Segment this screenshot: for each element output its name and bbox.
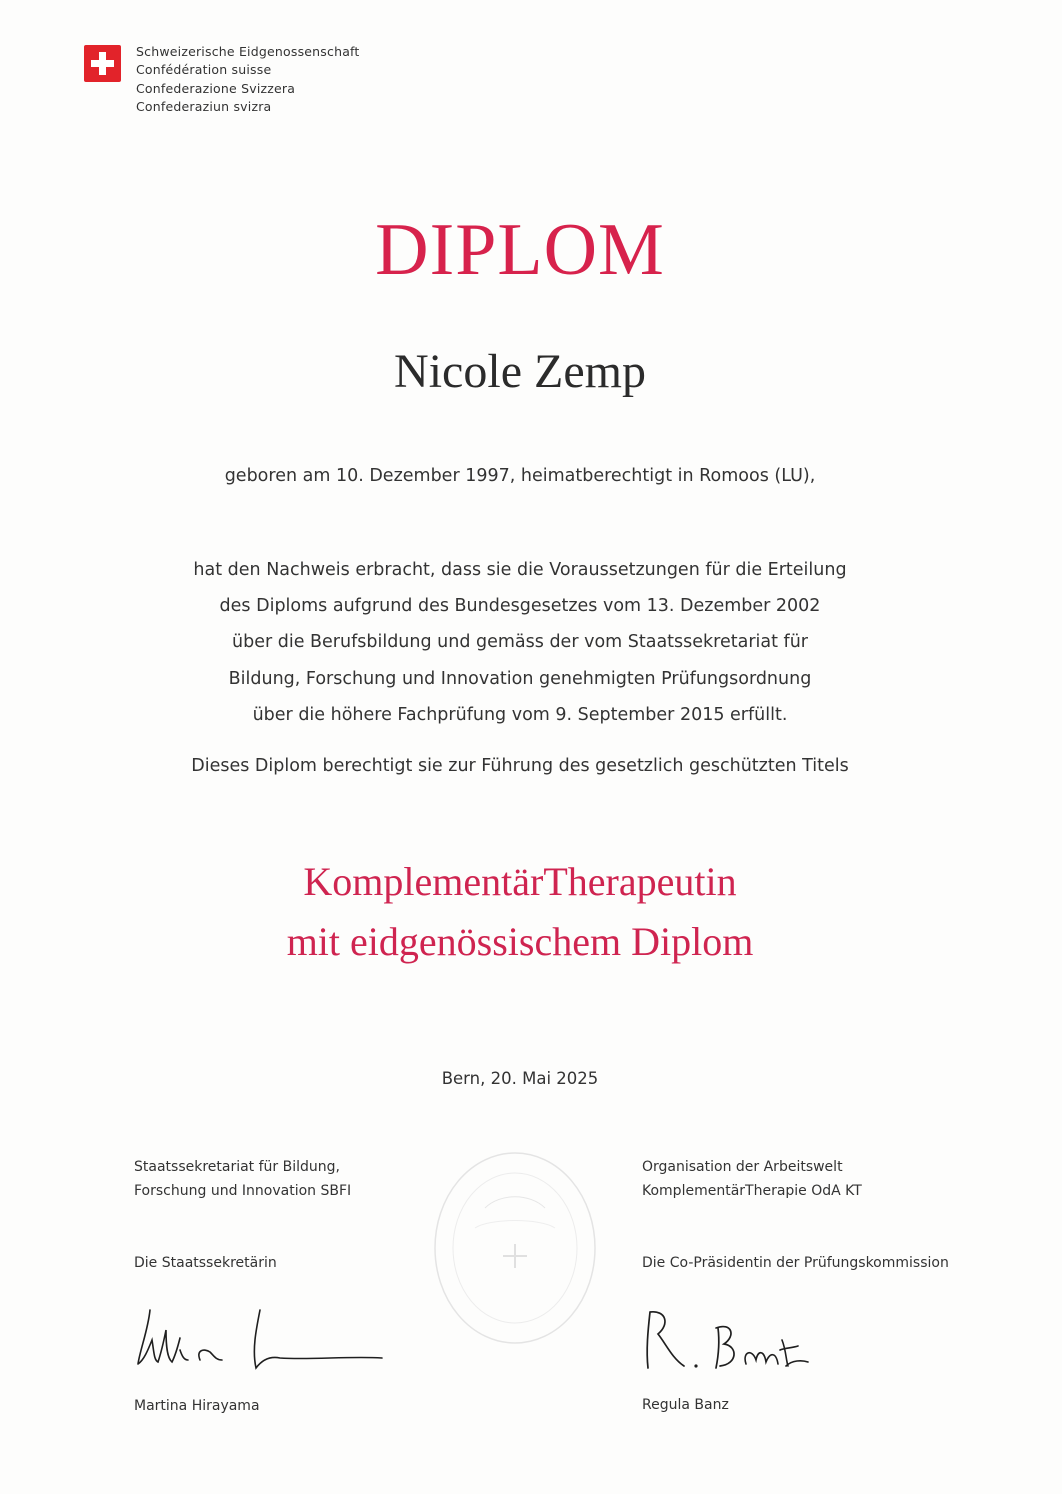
statement-paragraph <box>0 552 1040 733</box>
document-title: DIPLOM <box>375 209 665 291</box>
confederation-names <box>136 43 360 116</box>
right-signatory-name: Regula Banz <box>642 1397 729 1413</box>
statement-line: über die höhere Fachprüfung vom 9. September 2015 erfüllt. <box>252 704 788 725</box>
swiss-cross-icon <box>84 45 121 82</box>
left-organization-line: Staatssekretariat für Bildung, <box>134 1159 340 1175</box>
statement-line: über die Berufsbildung und gemäss der vom Staatssekretariat für <box>232 632 808 653</box>
left-signatory-name: Martina Hirayama <box>134 1398 260 1414</box>
left-signature <box>120 1290 390 1380</box>
confederation-line-it: Confederazione Svizzera <box>136 80 296 96</box>
right-organization <box>642 1155 862 1203</box>
degree-line: KomplementärTherapeutin <box>303 859 737 904</box>
birth-line: geboren am 10. Dezember 1997, heimatberechtigt in Romoos (LU), <box>224 466 816 486</box>
degree-line: mit eidgenössischem Diplom <box>286 919 754 964</box>
right-signature <box>636 1300 826 1380</box>
embossed-seal-icon <box>430 1148 600 1348</box>
recipient-name: Nicole Zemp <box>394 345 646 398</box>
right-organization-line: KomplementärTherapie OdA KT <box>642 1183 862 1199</box>
left-organization-line: Forschung und Innovation SBFI <box>134 1183 352 1199</box>
degree-title <box>0 852 1040 972</box>
left-organization <box>134 1155 351 1203</box>
statement-line: hat den Nachweis erbracht, dass sie die Voraussetzungen für die Erteilung <box>193 560 847 580</box>
left-role: Die Staatssekretärin <box>134 1255 277 1271</box>
entitlement-line: Dieses Diplom berechtigt sie zur Führung des gesetzlich geschützten Titels <box>191 756 849 776</box>
right-role: Die Co-Präsidentin der Prüfungskommission <box>642 1255 949 1271</box>
statement-line: Bildung, Forschung und Innovation genehmigten Prüfungsordnung <box>228 668 812 689</box>
confederation-line-fr: Confédération suisse <box>136 62 272 78</box>
statement-line: des Diploms aufgrund des Bundesgesetzes vom 13. Dezember 2002 <box>219 596 821 617</box>
right-organization-line: Organisation der Arbeitswelt <box>642 1159 843 1175</box>
place-date: Bern, 20. Mai 2025 <box>441 1069 599 1088</box>
confederation-line-de: Schweizerische Eidgenossenschaft <box>136 44 360 59</box>
confederation-line-rm: Confederaziun svizra <box>136 98 272 114</box>
